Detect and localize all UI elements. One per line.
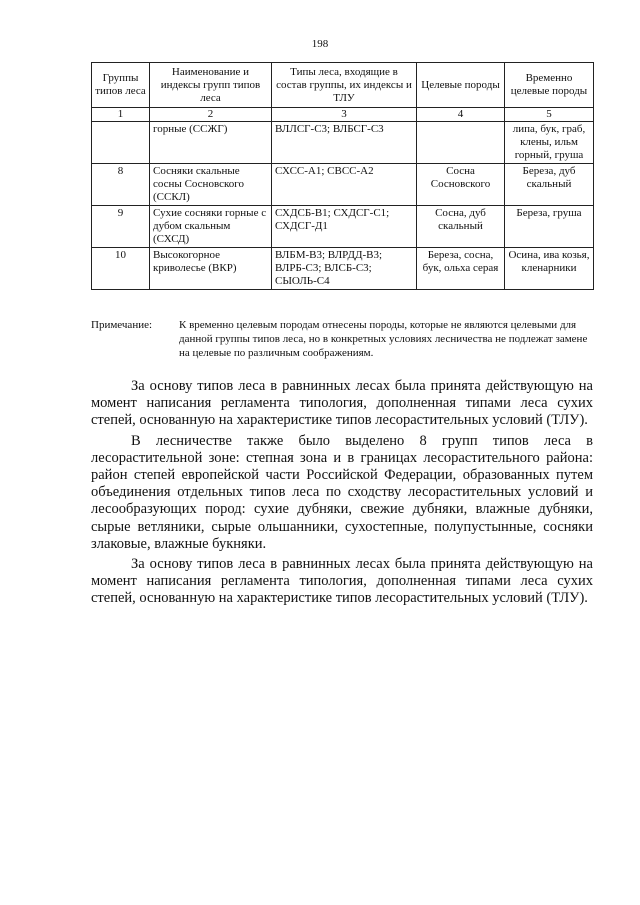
column-number: 2 xyxy=(150,108,272,122)
body-text xyxy=(91,378,593,611)
cell-name: Сухие сосняки горные с дубом скальным (СХСД) xyxy=(150,206,272,248)
table-row xyxy=(92,122,594,164)
cell-target: Береза, сосна, бук, ольха серая xyxy=(417,248,505,290)
note-text: К временно целевым породам отнесены породы, которые не являются целевыми для данной группы типов леса, но в конкретных условиях лесничества не подлежат замене на целевые по различным соображениям. xyxy=(179,319,588,359)
cell-group xyxy=(92,122,150,164)
paragraph: За основу типов леса в равнинных лесах была принята действующую на момент написания регламента типология, дополненная типами леса сухих степей, основанную на характеристике типов лесорастительных условий (ТЛУ). xyxy=(91,378,593,429)
paragraph: В лесничестве также было выделено 8 групп типов леса в лесорастительной зоне: степная зона и в границах лесорастительного района: район степей европейской части Российской Федерации, образованных путем объединения отдельных типов леса по сходству лесорастительных условий и лесообразующих пород: сухие дубняки, свежие дубняки, влажные дубняки, сырые ветляники, сырые ольшанники, сухостепные, полупустынные, сосняки злаковые, влажные букняки. xyxy=(91,432,593,552)
header-name: Наименование и индексы групп типов леса xyxy=(150,63,272,108)
header-types: Типы леса, входящие в состав группы, их индексы и ТЛУ xyxy=(272,63,417,108)
cell-types: СХСС-А1; СВСС-А2 xyxy=(272,164,417,206)
column-number: 3 xyxy=(272,108,417,122)
cell-temporary: липа, бук, граб, клены, ильм горный, груша xyxy=(505,122,594,164)
cell-types: СХДСБ-В1; СХДСГ-С1; СХДСГ-Д1 xyxy=(272,206,417,248)
cell-types: ВЛЛСГ-С3; ВЛБСГ-С3 xyxy=(272,122,417,164)
cell-name: Высокогорное криволесье (ВКР) xyxy=(150,248,272,290)
table-row xyxy=(92,206,594,248)
cell-temporary: Осина, ива козья, кленарники xyxy=(505,248,594,290)
cell-name: Сосняки скальные сосны Сосновского (ССКЛ) xyxy=(150,164,272,206)
cell-temporary: Береза, дуб скальный xyxy=(505,164,594,206)
cell-group: 8 xyxy=(92,164,150,206)
cell-name: горные (ССЖГ) xyxy=(150,122,272,164)
table-header-row xyxy=(92,63,594,108)
table-row xyxy=(92,248,594,290)
column-number-row xyxy=(92,108,594,122)
column-number: 4 xyxy=(417,108,505,122)
cell-group: 9 xyxy=(92,206,150,248)
column-number: 5 xyxy=(505,108,594,122)
note-label: Примечание: xyxy=(91,319,153,331)
cell-target xyxy=(417,122,505,164)
paragraph: За основу типов леса в равнинных лесах была принята действующую на момент написания регламента типология, дополненная типами леса сухих степей, основанную на характеристике типов лесорастительных условий (ТЛУ). xyxy=(91,556,593,607)
cell-target: Сосна Сосновского xyxy=(417,164,505,206)
header-group: Группы типов леса xyxy=(92,63,150,108)
header-target: Целевые породы xyxy=(417,63,505,108)
column-number: 1 xyxy=(92,108,150,122)
page-number: 198 xyxy=(311,38,329,50)
forest-types-table xyxy=(91,62,594,290)
cell-temporary: Береза, груша xyxy=(505,206,594,248)
cell-types: ВЛБМ-В3; ВЛРДД-В3; ВЛРБ-С3; ВЛСБ-С3; СЫОЛЬ-С4 xyxy=(272,248,417,290)
cell-target: Сосна, дуб скальный xyxy=(417,206,505,248)
table-row xyxy=(92,164,594,206)
cell-group: 10 xyxy=(92,248,150,290)
header-temporary: Временно целевые породы xyxy=(505,63,594,108)
